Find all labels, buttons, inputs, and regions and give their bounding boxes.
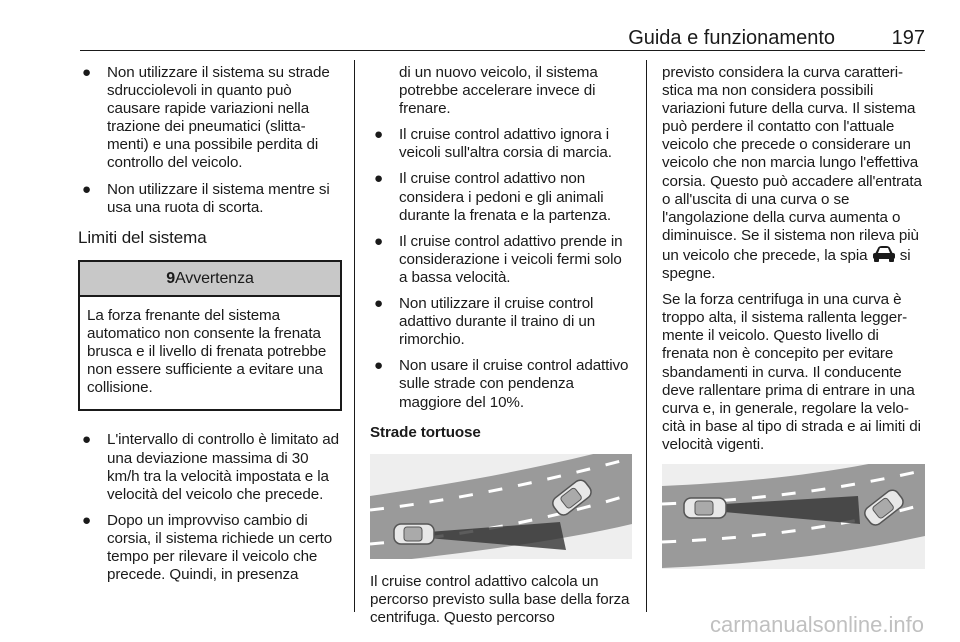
column-3	[662, 64, 927, 569]
own-car-icon	[684, 498, 726, 518]
bullet-icon: ●	[374, 232, 384, 250]
site-watermark: carmanualsonline.info	[709, 612, 924, 637]
bullet-icon: ●	[82, 511, 92, 529]
bullet-icon: ●	[82, 431, 92, 449]
warning-body: La forza frenante del sistema automatico non consente la frenata brusca e il livello di frenata potrebbe non essere sufficiente a evitare una collisione.	[87, 306, 327, 397]
list-item: ● Il cruise control adattivo prende in considerazione i veicoli fermi solo a bassa velocità.	[374, 232, 623, 286]
bullet-icon: ●	[82, 180, 92, 198]
continued-text: di un nuovo veicolo, il sistema potrebbe accelerare invece di frenare.	[399, 64, 598, 118]
bullet-icon: ●	[82, 64, 92, 81]
column-2	[370, 64, 634, 635]
section-title: Guida e funzionamento	[628, 27, 835, 49]
list-item: ● Non utilizzare il sistema mentre si usa una ruota di scorta.	[82, 180, 330, 216]
list-item: ● Dopo un improvviso cambio di corsia, il sistema richiede un certo tempo per rilevare il veicolo che precede. Quindi, in presenza	[82, 511, 333, 584]
column-divider-2	[646, 60, 647, 612]
bullet-icon: ●	[374, 295, 384, 313]
column-1	[78, 64, 342, 592]
bullet-icon: ●	[374, 357, 384, 375]
page-number: 197	[891, 27, 925, 49]
bullet-list	[370, 126, 634, 411]
column-divider-1	[354, 60, 355, 612]
header-rule	[80, 50, 925, 51]
list-item: ● Non usare il cruise control adattivo sulle strade con pendenza maggiore del 10%.	[374, 357, 629, 411]
curved-road-illustration	[370, 454, 632, 559]
list-item: ● Il cruise control adattivo non considera i pedoni e gli animali durante la frenata e la partenza.	[374, 170, 612, 224]
paragraph: Il cruise control adattivo calcola un percorso previsto sulla base della forza centrifuga. Questo percorso	[370, 572, 630, 626]
page-header	[80, 24, 925, 50]
warning-box	[78, 260, 342, 412]
subsection-heading: Strade tortuose	[370, 423, 481, 441]
bullet-list	[78, 431, 342, 584]
section-heading: Limiti del sistema	[78, 227, 207, 247]
bullet-icon: ●	[374, 126, 384, 144]
list-item: ● Non utilizzare il sistema su strade sdrucciolevoli in quanto può causare rapide variazioni nella trazione dei pneumatici (slittamenti) e una possibile perdita di controllo del veicolo.	[82, 64, 330, 172]
warning-title: 9Avvertenza	[80, 262, 340, 297]
own-car-icon	[394, 524, 434, 544]
bullet-icon: ●	[374, 170, 384, 188]
warning-icon: 9	[166, 269, 176, 287]
paragraph: Se la forza centrifuga in una curva è troppo alta, il sistema rallenta leggermente il veicolo. Questo livello di frenata non è concepito per evitare sbandamenti in curva. Il conducente deve rallentare prima di entrare in una curva e, in generale, regolare la velocità in base al tipo di strada e ai limiti di velocità vigenti.	[662, 291, 921, 453]
curved-road-illustration	[662, 464, 925, 569]
list-item: ● Il cruise control adattivo ignora i veicoli sull'altra corsia di marcia.	[374, 126, 612, 162]
bullet-list	[78, 64, 342, 217]
list-item: ● Non utilizzare il cruise control adattivo durante il traino di un rimorchio.	[374, 295, 596, 349]
list-item: ● L'intervallo di controllo è limitato ad una deviazione massima di 30 km/h tra la velocità impostata e la velocità del veicolo che precede.	[82, 431, 339, 503]
vehicle-ahead-lamp-icon	[872, 245, 896, 263]
paragraph: previsto considera la curva caratteristica ma non considera possibili variazioni future della curva. Il sistema può perdere il contatto con l'attuale veicolo che precede o considerare un veicolo che non marcia lungo l'effettiva corsia. Questo può accadere all'entrata o all'uscita di una curva o se l'angolazione della curva aumenta o diminuisce. Se il sistema non rileva più un veicolo che precede, la spia si spegne.	[662, 64, 922, 283]
